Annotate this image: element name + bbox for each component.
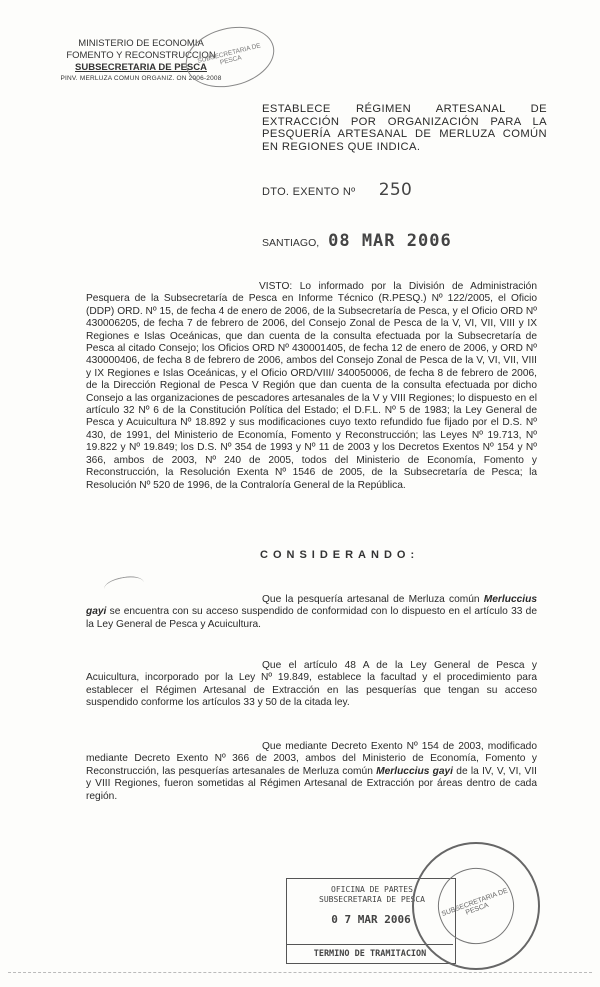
visto-text: Lo informado por la División de Administración Pesquera de la Subsecretaría de Pesca en Informe Técnico (R.PESQ.) Nº 122/2005, el Oficio (DDP) ORD. Nº 15, de fecha 4 de enero de 2006, de la Subsecretaría de Pesca, y el Oficio ORD Nº 430006205, de fecha 7 de febrero de 2006, del Consejo Zonal de Pesca de la V, VI, VII, VIII y IX Regiones e Islas Oceánicas, que dan cuenta de la consulta efectuada por la Subsecretaría de Pesca al citado Consejo; los Oficios ORD Nº 430001405, de fecha 12 de enero de 2006, y ORD Nº 430000406, de fecha 8 de febrero de 2006, ambos del Consejo Zonal de Pesca de la V, VI, VII, VIII y IX Regiones e Islas Oceánicas, y el Oficio ORD/VIII/ 340050006, de fecha 8 de febrero de 2006, de la Dirección Regional de Pesca V Región que dan cuenta de la consulta efectuada por dicho Consejo a las organizaciones de pescadores artesanales de la V y VIII Regiones; lo dispuesto en el artículo 32 Nº 6 de la Constitución Política del Estado; el D.F.L. Nº 5 de 1983; la Ley General de Pesca y Acuicultura Nº 18.892 y sus modificaciones cuyo texto refundido fue fijado por el D.S. Nº 430, de 1991, del Ministerio de Economía, Fomento y Reconstrucción; las Leyes Nº 19.713, Nº 19.822 y Nº 19.849; los D.S. Nº 354 de 1993 y Nº 11 de 2003 y los Decretos Exentos Nº 154 y Nº 366, ambos de 2003, Nº 240 de 2005, todos del Ministerio de Economía, Fomento y Reconstrucción, la Resolución Exenta Nº 1546 de 2005, de la Subsecretaría de Pesca; la Resolución Nº 520 de 1996, de la Contraloría General de la República.: [86, 281, 537, 491]
considerando-paragraph-3: [86, 741, 537, 803]
seal-stamp-text: SUBSECRETARIA DE PESCA: [196, 42, 262, 67]
considerando-heading: CONSIDERANDO:: [260, 549, 420, 561]
office-stamp-footer: TERMINO DE TRAMITACION: [287, 944, 453, 963]
decree-label: DTO. EXENTO Nº: [262, 186, 356, 198]
ministry-line-1: MINISTERIO DE ECONOMIA: [78, 38, 204, 49]
para3-species: Merluccius gayi: [376, 765, 454, 777]
round-stamp-inner: [427, 857, 524, 954]
office-stamp-line-2: SUBSECRETARIA DE PESCA: [319, 895, 425, 904]
scan-edge-line: [8, 972, 592, 973]
office-stamp-line-1: OFICINA DE PARTES: [331, 885, 413, 894]
para3-after: de la IV, V, VI, VII y VIII Regiones, fueron sometidas al Régimen Artesanal de Extracción por áreas dentro de cada región.: [86, 765, 537, 802]
para3-before: Que mediante Decreto Exento Nº 154 de 2003, modificado mediante Decreto Exento Nº 366 de 2003, ambos del Ministerio de Economía, Fomento y Reconstrucción, las pesquerías artesanales de Merluza común: [86, 741, 537, 777]
considerando-paragraph-1: [86, 594, 537, 631]
seal-stamp: [179, 18, 280, 96]
considerando-paragraph-2: [86, 660, 537, 710]
para1-before: Que la pesquería artesanal de Merluza común: [262, 594, 480, 605]
round-stamp-text: SUBSECRETARIA DE PESCA: [440, 887, 509, 918]
office-stamp-date: 0 7 MAR 2006: [331, 913, 411, 926]
decree-line: [262, 180, 412, 200]
decree-number: 250: [378, 180, 413, 200]
date-city: SANTIAGO,: [262, 237, 320, 249]
subsecretaria-name: SUBSECRETARIA DE PESCA: [75, 62, 207, 73]
visto-paragraph: [86, 281, 537, 492]
round-official-stamp: [412, 842, 540, 970]
para2-text: Que el artículo 48 A de la Ley General de Pesca y Acuicultura, incorporado por la Ley Nº 19.849, establece la facultad y el procedimiento para establecer el Régimen Artesanal de Extracción en las pesquerías que tengan su acceso suspendido conforme los artículos 33 y 50 de la citada ley.: [86, 660, 537, 709]
date-stamp: 08 MAR 2006: [328, 231, 452, 251]
para1-species: Merluccius gayi: [86, 594, 538, 618]
date-line: [262, 231, 452, 251]
reference-line: PINV. MERLUZA COMUN ORGANIZ. ON 2006-2008: [60, 75, 222, 82]
ministry-line-2: FOMENTO Y RECONSTRUCCION: [66, 50, 216, 61]
document-title: ESTABLECE RÉGIMEN ARTESANAL DE EXTRACCIÓN POR ORGANIZACIÓN PARA LA PESQUERÍA ARTESANAL DE MERLUZA COMÚN EN REGIONES QUE INDICA.: [262, 103, 547, 153]
visto-label: VISTO:: [259, 281, 293, 292]
para1-after: se encuentra con su acceso suspendido de conformidad con lo dispuesto en el artículo 33 de la Ley General de Pesca y Acuicultura.: [86, 606, 537, 630]
